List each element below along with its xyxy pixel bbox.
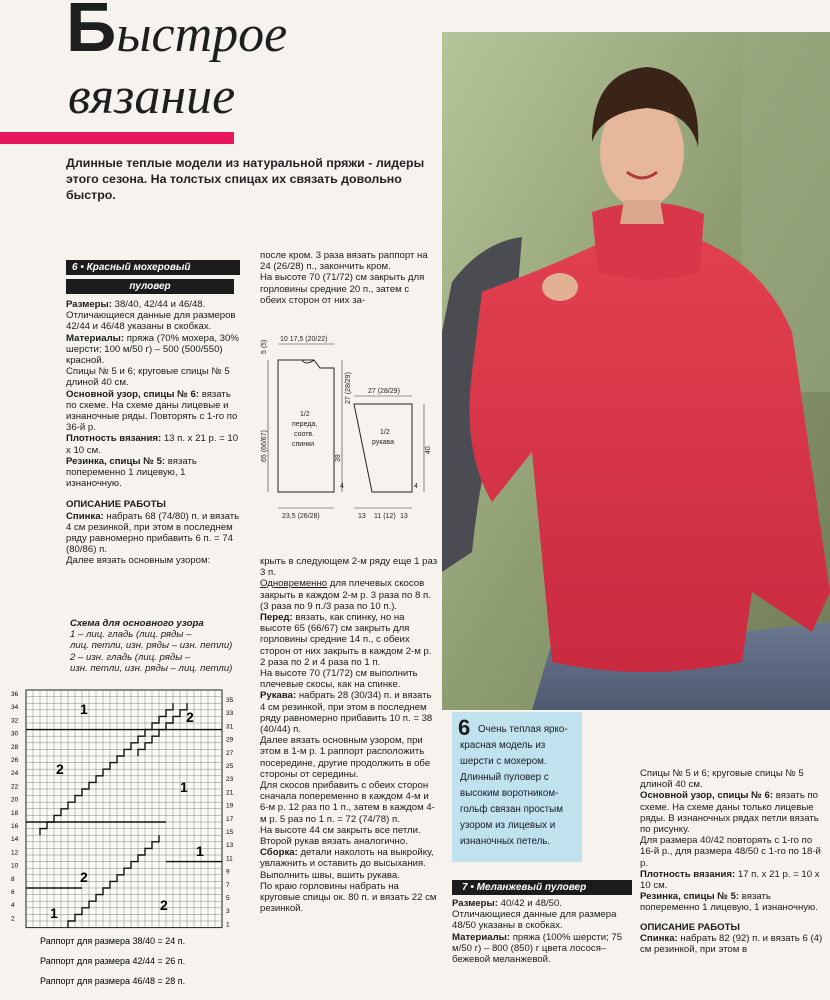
row-label-left: 12 xyxy=(11,849,19,857)
schem-body-1: 1/2 xyxy=(300,411,310,418)
sizes-text: 38/40, 42/44 и 46/48. Отличающиеся данные для размеров 42/44 и 46/48 указаны в скобках. xyxy=(66,299,236,333)
zone-label: 2 xyxy=(186,709,194,725)
chart-legend xyxy=(70,618,250,674)
rapport-46-48: Раппорт для размера 46/48 = 28 п. xyxy=(40,976,186,986)
back-label: Спинка: xyxy=(66,510,104,522)
legend-1a: 1 – лиц. гладь (лиц. ряды – xyxy=(70,629,192,641)
description-title: ОПИСАНИЕ РАБОТЫ xyxy=(66,499,166,511)
schem-top: 10 17,5 (20/22) xyxy=(280,336,328,343)
materials-label: Материалы: xyxy=(66,332,125,344)
m7-back-label: Спинка: xyxy=(640,932,678,944)
schem-side-d: 4 xyxy=(340,483,344,490)
row-label-right: 33 xyxy=(226,710,234,718)
density-text: 13 п. х 21 р. = 10 х 10 см. xyxy=(66,433,239,456)
model7-column-1 xyxy=(452,898,632,965)
pattern-label: Основной узор, спицы № 6: xyxy=(66,388,200,400)
row-label-left: 36 xyxy=(11,691,19,698)
row-label-right: 31 xyxy=(226,723,234,731)
row-label-right: 19 xyxy=(226,802,234,810)
title-capital: Б xyxy=(66,0,117,66)
knitting-chart xyxy=(10,686,250,986)
schem-sl-top: 27 (28/29) xyxy=(368,388,400,395)
rapport-42-44: Раппорт для размера 42/44 = 26 п. xyxy=(40,956,186,966)
col2-top2: На высоте 70 (71/72) см закрыть для горловины средние 20 п., затем с обеих сторон от них за- xyxy=(260,272,425,306)
m7-sizes-text: 40/42 и 48/50. Отличающиеся данные для размера 48/50 указаны в скобках. xyxy=(452,898,617,932)
row-label-left: 22 xyxy=(11,783,19,791)
schem-side-c: 39 xyxy=(335,454,342,462)
schem-bottom: 23,5 (26/28) xyxy=(282,513,320,520)
zone-label: 1 xyxy=(80,701,88,717)
row-label-right: 27 xyxy=(226,749,234,757)
col2-simultaneous: Одновременно xyxy=(260,578,328,590)
m7-desc-title: ОПИСАНИЕ РАБОТЫ xyxy=(640,921,740,933)
row-label-right: 23 xyxy=(226,776,234,784)
row-label-left: 26 xyxy=(11,757,19,764)
magazine-title xyxy=(66,0,366,125)
schem-sl-1: 1/2 xyxy=(380,429,390,436)
row-label-right: 17 xyxy=(226,815,234,823)
schem-sl-2: рукава xyxy=(372,439,394,446)
model6-column-2 xyxy=(260,556,438,915)
row-label-right: 29 xyxy=(226,736,234,744)
chart-grid xyxy=(26,690,222,928)
sleeve-text: набрать 28 (30/34) п. и вязать 4 см резинкой, при этом в последнем ряду равномерно прибавить 10 п. = 38 (40/44) п. xyxy=(260,690,433,736)
front-text: вязать, как спинку, но на высоте 65 (66/67) см закрыть для горловины средние 14 п., с обеих сторон от них закрыть в каждом 2-м р. 2 раза по 2 и 4 раза по 1 п. xyxy=(260,612,432,668)
schem-sl-b2: 11 (12) xyxy=(374,513,396,520)
model-photo xyxy=(442,32,830,710)
photo-caption-6 xyxy=(452,712,582,862)
row-label-left: 34 xyxy=(11,704,19,712)
row-label-left: 8 xyxy=(11,875,15,883)
row-label-left: 16 xyxy=(11,823,19,830)
m7-materials-label: Материалы: xyxy=(452,931,511,943)
zone-label: 2 xyxy=(160,897,168,913)
col2-top: после кром. 3 раза вязать раппорт на 24 (26/28) п., закончить кром. xyxy=(260,250,428,273)
row-label-right: 15 xyxy=(226,829,234,836)
row-label-left: 18 xyxy=(11,809,19,817)
m7-rib-label: Резинка, спицы № 5: xyxy=(640,891,740,903)
sleeve-text-4: На высоте 44 см закрыть все петли. xyxy=(260,824,421,836)
title-line-1: ыстрое xyxy=(116,6,288,63)
row-label-right: 1 xyxy=(226,921,230,929)
row-label-right: 21 xyxy=(226,789,234,797)
model6-header-line1: 6 • Красный мохеровый xyxy=(66,260,240,275)
accent-bar xyxy=(0,132,234,144)
row-label-left: 24 xyxy=(11,770,19,778)
schem-left-small: 5 (5) xyxy=(261,339,268,354)
row-label-right: 13 xyxy=(226,842,234,850)
row-label-left: 2 xyxy=(11,915,15,923)
row-label-right: 7 xyxy=(226,881,230,889)
zone-label: 2 xyxy=(56,761,64,777)
sizes-label: Размеры: xyxy=(66,299,112,310)
sleeve-text-3: Для скосов прибавить с обеих сторон сначала попеременно в каждом 4-м и 6-м р. 12 раз по 1 п., затем в каждом 4-м р. 5 раз по 1 п. = 72 (74/78) п. xyxy=(260,780,435,825)
assembly-label: Сборка: xyxy=(260,847,298,859)
hand xyxy=(542,273,578,301)
row-label-right: 35 xyxy=(226,697,234,704)
row-label-right: 5 xyxy=(226,895,230,902)
row-label-left: 6 xyxy=(11,889,15,896)
zone-label: 1 xyxy=(50,905,58,921)
row-label-left: 32 xyxy=(11,717,19,725)
sleeve-text-2: Далее вязать основным узором, при этом в 1-м р. 1 раппорт расположить посередине, другие продолжить в обе стороны от середины. xyxy=(260,735,431,780)
m7-pattern-text-2: Для размера 40/42 повторять с 1-го по 16-й р., для размера 48/50 с 1-го по 18-й р. xyxy=(640,835,821,869)
m7-materials-text: пряжа (100% шерсти; 75 м/50 г) – 800 (850) г цвета лосося–бежевой меланжевой. xyxy=(452,931,623,966)
m7-sizes-label: Размеры: xyxy=(452,898,498,909)
title-line-2: вязание xyxy=(68,68,236,125)
sleeve-text-5: Второй рукав вязать аналогично. xyxy=(260,836,408,848)
materials-text: пряжа (70% мохера, 30% шерсти; 100 м/50 г) – 500 (500/550) красной. xyxy=(66,332,239,367)
m7-density-text: 17 п. х 21 р. = 10 х 10 см. xyxy=(640,868,820,892)
legend-title: Схема для основного узора xyxy=(70,618,204,629)
lead-paragraph: Длинные теплые модели из натуральной пряжи - лидеры этого сезона. На толстых спицах их связать довольно быстро. xyxy=(66,156,425,202)
zone-label: 2 xyxy=(80,869,88,885)
row-label-right: 3 xyxy=(226,908,230,916)
col2-mid1: крыть в следующем 2-м ряду еще 1 раз 3 п. xyxy=(260,556,438,579)
col2-mid2: для плечевых скосов закрыть в каждом 2-м р. 3 раза по 8 п. (3 раза по 9 п./3 раза по 10 п.). xyxy=(260,578,431,612)
front-label: Перед: xyxy=(260,612,293,624)
model6-column-1 xyxy=(66,299,242,567)
caption-number: 6 xyxy=(458,715,471,740)
garment-schematic xyxy=(262,332,442,522)
schem-body-2: переда, xyxy=(292,421,318,428)
model6-header-line2: пуловер xyxy=(66,279,234,294)
legend-2b: изн. петли, изн. ряды – лиц. петли) xyxy=(70,662,233,674)
row-label-left: 30 xyxy=(11,730,19,738)
rib-label: Резинка, спицы № 5: xyxy=(66,455,166,467)
schem-sl-small: 4 xyxy=(414,483,418,490)
pattern-text: вязать по схеме. На схеме даны лицевые и изнаночные ряды. Повторять с 1-го по 36-й р. xyxy=(66,388,238,434)
schem-sl-b1: 13 xyxy=(358,513,366,520)
m7-pattern-label: Основной узор, спицы № 6: xyxy=(640,790,774,802)
sleeve-outline xyxy=(354,404,412,492)
row-label-left: 14 xyxy=(11,836,19,844)
row-label-left: 4 xyxy=(11,902,15,910)
sleeve-label: Рукава: xyxy=(260,690,297,702)
zone-label: 1 xyxy=(196,843,204,859)
m7-density-label: Плотность вязания: xyxy=(640,868,736,880)
density-label: Плотность вязания: xyxy=(66,433,162,445)
row-label-left: 10 xyxy=(11,862,19,870)
row-label-left: 28 xyxy=(11,743,19,751)
row-label-right: 11 xyxy=(226,855,233,863)
legend-2a: 2 – изн. гладь (лиц. ряды – xyxy=(70,651,191,663)
assembly-text: детали наколоть на выкройку, увлажнить и оставить до высыхания. Выполнить швы, вшить рукава. xyxy=(260,847,434,881)
m7-needles: Спицы № 5 и 6; круговые спицы № 5 длиной 40 см. xyxy=(640,768,804,791)
rib-text: вязать попеременно 1 лицевую, 1 изнаночную. xyxy=(66,455,197,490)
zone-label: 1 xyxy=(180,779,188,795)
model7-header: 7 • Меланжевый пуловер xyxy=(452,880,632,895)
schem-side-a: 27 (28/29) xyxy=(345,372,352,404)
legend-1b: лиц. петли, изн. ряды – изн. петли) xyxy=(70,640,233,652)
collar-text: По краю горловины набрать на круговые спицы ок. 80 п. и вязать 22 см резинкой. xyxy=(260,880,437,915)
schem-sl-b3: 13 xyxy=(400,513,408,520)
m7-rib-text: вязать попеременно 1 лицевую, 1 изнаночную. xyxy=(640,891,818,914)
needles-text: Спицы № 5 и 6; круговые спицы № 5 длиной 40 см. xyxy=(66,366,230,389)
back-text-2: Далее вязать основным узором: xyxy=(66,555,211,567)
m7-back-text: набрать 82 (92) п. и вязать 6 (4) см резинкой, при этом в xyxy=(640,932,823,956)
row-label-left: 20 xyxy=(11,796,19,804)
model7-column-2 xyxy=(640,768,826,955)
schem-body-4: спинки xyxy=(292,441,315,448)
back-text: набрать 68 (74/80) п. и вязать 4 см резинкой, при этом в последнем ряду равномерно прибавить 6 п. = 74 (80/86) п. xyxy=(66,510,240,556)
schem-side-b: 65 (66/67) xyxy=(261,430,268,462)
rapport-38-40: Раппорт для размера 38/40 = 24 п. xyxy=(40,936,186,946)
front-text-2: На высоте 70 (71/72) см выполнить плечевые скосы, как на спинке. xyxy=(260,668,418,691)
caption-text: Очень теплая ярко-красная модель из шерсти с мохером. Длинный пуловер с высоким воротником-гольф связан простым узором из лицевых и изнаночных петель. xyxy=(460,724,568,847)
row-label-right: 9 xyxy=(226,868,230,876)
schem-body-3: соотв. xyxy=(294,431,315,438)
row-label-right: 25 xyxy=(226,763,234,770)
m7-pattern-text: вязать по схеме. На схеме даны только лицевые ряды. В изнаночных рядах петли вязать по рисунку. xyxy=(640,790,819,836)
schem-sl-side: 40 xyxy=(425,446,432,454)
model6-column-2-top xyxy=(260,250,438,306)
